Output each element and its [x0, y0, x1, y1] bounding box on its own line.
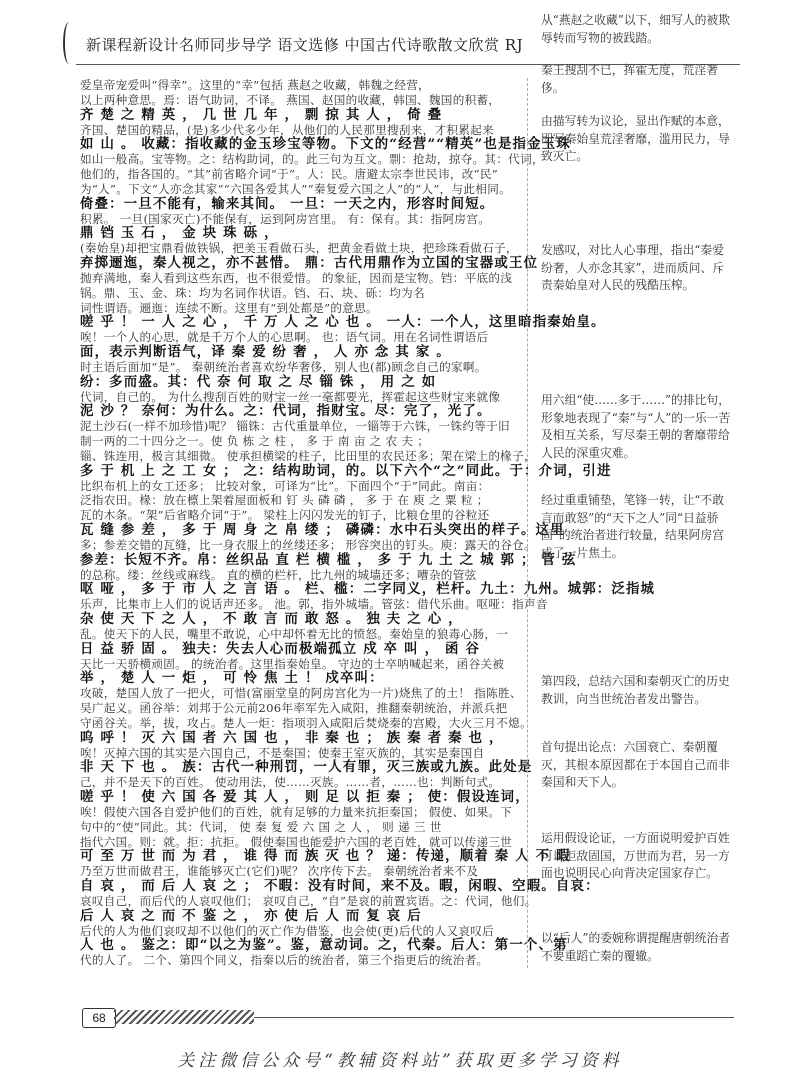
side-note: 秦王搜刮不已，挥霍无度，荒淫奢侈。 [541, 63, 718, 95]
footer-hatch-decoration [114, 1010, 254, 1024]
annotation-line: 唉！假使六国各自爱护他们的百姓，就有足够的力量来抗拒秦国； 假使、如果。下 [80, 804, 513, 819]
annotation-line: 唉！灭掉六国的其实是六国自己，不是秦国；使秦王室灭族的，其实是秦国自 [80, 745, 485, 760]
annotation-line: 吴广起义。函谷举：刘邦于公元前206年率军先入咸阳，推翻秦朝统治，并派兵把 [80, 701, 508, 715]
original-text-line: 呜 呼 ！ 灭 六 国 者 六 国 也 ， 非 秦 也 ； 族 秦 者 秦 也 ， [80, 729, 504, 746]
annotation-line: 守函谷关。举，拔，攻占。楚人一炬：指项羽入咸阳后焚烧秦的宫殿，大火三月不熄。 [80, 715, 532, 730]
annotation-line: 乱。使天下的人民，嘴里不敢说，心中却怀着无比的愤怒。秦始皇的狼毒心肠，一 [80, 626, 509, 641]
original-text-line: 参差：长短不齐。帛：丝织品 直 栏 横 槛 ， 多 于 九 土 之 城 郭 ； 管 弦 [80, 551, 577, 568]
annotation-line: 代词，自己的。 为什么搜刮百姓的财宝一丝一毫都要光，挥霍起这些财宝来就像 [80, 389, 501, 404]
original-text-line: 如 山 。 收藏：指收藏的金玉珍宝等物。下文的“经营”“精英”也是指金玉珠 [80, 136, 571, 153]
annotation-line: 词性谓语。逦迤：连续不断。这里有“到处都是”的意思。 [80, 300, 378, 315]
column-divider [527, 78, 528, 968]
annotation-line: 锱、铢连用，极言其细微。 使承担横梁的柱子，比田里的农民还多；架在梁上的椽子， [80, 448, 536, 463]
annotation-line: 齐国、楚国的精品，(是)多少代多少年，从他们的人民那里搜刮来，才积累起来 [80, 122, 495, 137]
original-text-line: 可 至 万 世 而 为 君 ， 谁 得 而 族 灭 也 ？ 递：传递，顺着 秦 人 不 暇 [80, 848, 571, 865]
annotation-line: 爱皇帝宠爱叫“得幸”。这里的“幸”包括 燕赵之收藏，韩魏之经营， [80, 78, 431, 92]
annotation-line: 句中的“使”同此。其：代词， 使 秦 复 爱 六 国 之 人 ， 则 递 三 世 [80, 819, 442, 834]
side-note: 第四段，总结六国和秦朝灭亡的历史教训，向当世统治者发出警告。 [541, 674, 730, 706]
annotation-line: 积累。 一旦(国家灭亡)不能保有，运到阿房宫里。 有：保有。其：指阿房宫。 [80, 211, 491, 226]
original-text-line: 嗟 乎 ！ 一 人 之 心 ， 千 万 人 之 心 也 。 一人：一个人，这里暗指秦始皇。 [80, 314, 606, 331]
annotation-line: 乐声，比集市上人们的说话声还多。 池。郭，指外城墙。管弦：借代乐曲。呕哑：指声音 [80, 597, 548, 612]
annotation-line: 为“人”。下文“人亦念其家”“六国各爱其人”“秦复爱六国之人”的“人”，与此相同。 [80, 181, 511, 196]
side-note: 运用假设论证，一方面说明爱护百姓可以拒敌固国，万世而为君，另一方面也说明民心向背决定国家存亡。 [541, 831, 730, 881]
original-text-line: 泥 沙 ？ 奈何：为什么。之：代词，指财宝。尽：完了，光了。 [80, 403, 492, 420]
page-number: 68 [82, 1008, 116, 1028]
header-title: 新课程新设计名师同步导学 语文选修 中国古代诗歌散文欣赏 RJ [86, 36, 524, 54]
footer-slogan: 关注微信公众号“教辅资料站”获取更多学习资料 [177, 1051, 623, 1071]
original-text-line: 瓦 缝 参 差 ， 多 于 周 身 之 帛 缕 ； 磷磷：水中石头突出的样子。这里 [80, 522, 565, 538]
annotation-line: 指代六国。则：就。拒：抗拒。 假使秦国也能爱护六国的老百姓，就可以传递三世 [80, 834, 513, 849]
original-text-line: 后 人 哀 之 而 不 鉴 之 ， 亦 使 后 人 而 复 哀 后 [80, 907, 422, 924]
original-text-line: 呕 哑 ， 多 于 市 人 之 言 语 。 栏、槛：二字同义，栏杆。九土：九州。城郭：泛指城 [80, 581, 656, 598]
annotation-line: (秦始皇)却把宝鼎看做铁锅，把美玉看做石头，把黄金看做土块，把珍珠看做石子， [80, 241, 518, 256]
annotation-line: 比织布机上的女工还多； 比较对象，可译为“比”。下面四个“于”同此。南亩： [80, 478, 490, 493]
annotation-line: 锅。鼎、玉、金、珠：均为名词作状语。铛、石、块、砾：均为名 [80, 285, 425, 300]
annotation-line: 唉！一个人的心思，就是千万个人的心思啊。 也：语气词。用在名词性谓语后 [80, 330, 489, 345]
original-text-line: 弃掷逦迤，秦人视之，亦不甚惜。 鼎：古代用鼎作为立国的宝器或王位 [80, 255, 539, 271]
annotation-line: 己，并不是天下的百姓。 使动用法，使……灭族。……者，……也：判断句式。 [80, 775, 501, 790]
original-text-line: 杂 使 天 下 之 人 ， 不 敢 言 而 敢 怒 。 独 夫 之 心 ， [80, 611, 463, 627]
annotation-line: 他们的，指各国的。“其”前省略介词“于”。人：民。唐避太宗李世民讳，改“民” [80, 167, 498, 181]
annotation-line: 如山一般高。宝等物。之：结构助词，的。此三句为互文。剽：抢劫，掠夺。其：代词， [80, 152, 544, 167]
original-text-line: 自 哀 ， 而 后 人 哀 之 ； 不暇：没有时间，来不及。暇，闲暇、空暇。自哀： [80, 878, 600, 894]
side-note: 首句提出论点：六国衰亡、秦朝覆灭，其根本原因都在于本国自己而非秦国和天下人。 [541, 740, 730, 790]
side-note: 经过重重铺垫，笔锋一转，让“不敢言而敢怒”的“天下之人”同“日益骄固”的统治者进行较量，结果阿房宫成了一片焦土。 [541, 493, 724, 560]
original-text-line: 面，表示判断语气，译 秦 爱 纷 奢 ， 人 亦 念 其 家 。 [80, 344, 451, 360]
annotation-line: 的总称。缕：丝线或麻线。 直的横的栏杆，比九州的城墙还多；嘈杂的管弦 [80, 567, 477, 582]
original-text-line: 多 于 机 上 之 工 女 ； 之：结构助词，的。以下六个“之”同此。于：介词，引进 [80, 462, 612, 479]
original-text-line: 倚叠：一旦不能有，输来其间。 一旦：一天之内，形容时间短。 [80, 195, 495, 212]
footer-rule [254, 1017, 734, 1018]
annotation-line: 泥土沙石(一样不加珍惜)呢？ 锱铢：古代重量单位，一锱等于六铢，一铢约等于旧 [80, 419, 510, 434]
page-footer [70, 1008, 734, 1028]
annotation-line: 制一两的二十四分之一。使 负 栋 之 柱 ， 多 于 南 亩 之 农 夫 ； [80, 434, 430, 448]
original-text-line: 人 也 。 鉴之：即“以之为鉴”。鉴，意动词。之，代秦。后人：第一个、第 [80, 937, 568, 954]
annotation-line: 代的人了。 二个、第四个同义，指秦以后的统治者，第三个指更后的统治者。 [80, 953, 489, 968]
annotation-line: 攻破，楚国人放了一把火，可惜(富丽堂皇的阿房宫化为一片)烧焦了的土！ 指陈胜、 [80, 686, 522, 701]
annotation-line: 乃至万世而做君王，谁能够灭亡(它们)呢？ 次序传下去。 秦朝统治者来不及 [80, 864, 479, 879]
side-note: 以“后人”的委婉称谓提醒唐朝统治者不要重蹈亡秦的覆辙。 [541, 931, 731, 963]
side-note: 发感叹，对比人心事理，指出“秦爱纷奢，人亦念其家”，进而质问、斥责秦始皇对人民的残酷压榨。 [541, 243, 724, 293]
annotation-line: 以上两种意思。焉：语气助词，不译。 燕国、赵国的收藏，韩国、魏国的积蓄， [80, 92, 501, 107]
header-ornament [63, 22, 75, 64]
annotation-line: 抛弃满地，秦人看到这些东西，也不很爱惜。 的象征，因而是宝物。铛：平底的浅 [80, 270, 513, 285]
original-text-line: 齐 楚 之 精 英 ， 几 世 几 年 ， 剽 掠 其 人 ， 倚 叠 [80, 106, 443, 123]
original-text-line: 嗟 乎 ！ 使 六 国 各 爱 其 人 ， 则 足 以 拒 秦 ； 使：假设连词， [80, 789, 530, 805]
side-note: 从“燕赵之收藏”以下，细写人的被欺辱转而写物的被践踏。 [541, 13, 731, 45]
side-notes-column [533, 13, 733, 968]
annotation-line: 泛指农田。椽：放在檩上架着屋面板和 钉 头 磷 磷 ， 多 于 在 庾 之 粟 粒 ； [80, 493, 489, 508]
original-text-line: 日 益 骄 固 。 独夫：失去人心而极端孤立 戍 卒 叫 ， 函 谷 [80, 640, 481, 657]
annotation-line: 瓦的木条。“架”后省略介词“于”。 梁柱上闪闪发光的钉子，比粮仓里的谷粒还 [80, 508, 490, 523]
annotation-line: 天比一天骄横顽固。 的统治者。这里指秦始皇。 守边的士卒呐喊起来，函谷关被 [80, 656, 505, 671]
side-note: 由描写转为议论，显出作赋的本意，即写秦始皇荒淫奢靡，滥用民力，导致灭亡。 [541, 114, 730, 164]
annotation-line: 时主语后面加“是”。 秦朝统治者喜欢纷华奢侈，别人也(都)顾念自己的家啊。 [80, 359, 487, 374]
original-text-line: 纷：多而盛。其：代 奈 何 取 之 尽 锱 铢 ， 用 之 如 [80, 373, 437, 390]
annotation-line: 后代的人为他们哀叹却不以他们的灭亡作为借鉴，也会使(更)后代的人又哀叹后 [80, 923, 495, 938]
side-note: 用六组“使……多于……”的排比句，形象地表现了“秦”与“人”的一乐一苦及相互关系，写尽秦王朝的奢靡带给人民的深重灾难。 [541, 393, 731, 460]
annotation-line: 多；参差交错的瓦缝，比一身衣服上的丝缕还多； 形容突出的钉头。庾：露天的谷仓。 [80, 537, 536, 552]
annotation-line: 哀叹自己，而后代的人哀叹他们； 哀叹自己，“自”是哀的前置宾语。之：代词，他们。 [80, 893, 537, 908]
original-text-line: 鼎 铛 玉 石 ， 金 块 珠 砾 ， [80, 225, 279, 242]
original-text-line: 非 天 下 也 。 族：古代一种刑罚，一人有罪，灭三族或九族。此处是 [80, 759, 533, 776]
original-text-line: 举 ， 楚 人 一 炬 ， 可 怜 焦 土 ！ 戍卒叫： [80, 670, 384, 687]
